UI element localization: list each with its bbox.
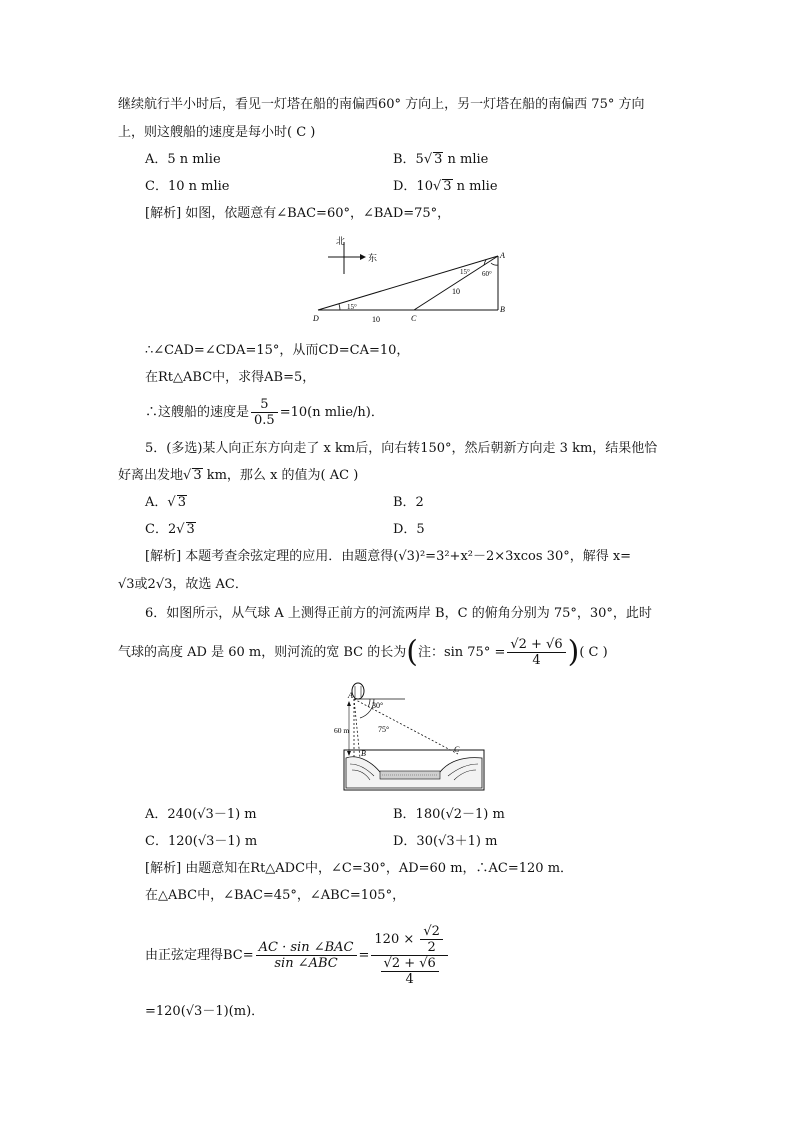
arc-d bbox=[339, 304, 340, 310]
label-east: 东 bbox=[368, 253, 378, 263]
q6-option-c: C．120(√3－1) m bbox=[145, 834, 258, 849]
q6-solution-line2: 在△ABC中，∠BAC=45°，∠ABC=105°， bbox=[145, 888, 406, 903]
q6-stem-line1: 6．如图所示，从气球 A 上测得正前方的河流两岸 B，C 的俯角分别为 75°，30°，此时 bbox=[145, 606, 652, 621]
label-C: C bbox=[454, 745, 460, 754]
angle-60-at-a: 60° bbox=[482, 270, 492, 278]
q5-stem-line2: 好离出发地√ 3 km，那么 x 的值为( AC ) bbox=[118, 468, 359, 483]
q4-figure bbox=[310, 232, 520, 327]
q4-option-d: D．10√ 3 n mlie bbox=[393, 179, 498, 194]
q4-option-b: B．5√ 3 n mlie bbox=[393, 152, 489, 167]
east-arrow-icon bbox=[360, 254, 366, 260]
q4-solution-line1: [解析] 如图，依题意有∠BAC=60°，∠BAD=75°， bbox=[145, 206, 451, 221]
label-B: B bbox=[361, 749, 366, 758]
q6-option-b: B．180(√2－1) m bbox=[393, 807, 505, 822]
arc-a2 bbox=[491, 263, 498, 265]
line-ca bbox=[414, 256, 498, 310]
angle-15-at-d: 15° bbox=[347, 303, 357, 311]
q6-figure bbox=[330, 680, 490, 795]
q5-solution-line2: √3或2√3，故选 AC． bbox=[118, 577, 248, 592]
q6-option-a: A．240(√3－1) m bbox=[145, 807, 257, 822]
sight-ab bbox=[354, 699, 360, 758]
q5-option-c: C．2√ 3 bbox=[145, 522, 195, 537]
q5-option-d: D．5 bbox=[393, 522, 425, 537]
label-height: 60 m bbox=[334, 726, 350, 735]
q5-solution-line1: [解析] 本题考查余弦定理的应用．由题意得(√3)²=3²+x²－2×3xcos 30°，解得 x= bbox=[145, 549, 632, 564]
q6-solution-line3: 由正弦定理得BC= $\frac{\text{AC · sin ∠BAC}}{\text{sin ∠ABC}}$ = 120 × $\frac{√2}{2}$ $\frac{√2 + √6}{4}$ bbox=[145, 914, 450, 998]
angle-15-at-a: 15° bbox=[460, 268, 470, 276]
label-A: A bbox=[348, 691, 353, 700]
length-dc: 10 bbox=[372, 315, 380, 324]
sight-ac bbox=[354, 699, 458, 754]
angle-30: 30° bbox=[372, 701, 384, 710]
q6-stem-line2: 气球的高度 AD 是 60 m，则河流的宽 BC 的长为(注：sin 75° = $\frac{√2 + √6}{4}$ )( C ) bbox=[118, 634, 608, 670]
q6-option-d: D．30(√3＋1) m bbox=[393, 834, 498, 849]
q6-solution-line1: [解析] 由题意知在Rt△ADC中，∠C=30°，AD=60 m，∴AC=120 m． bbox=[145, 861, 574, 876]
arrow-down-icon bbox=[347, 751, 351, 756]
q4-stem-line1: 继续航行半小时后，看见一灯塔在船的南偏西60° 方向上，另一灯塔在船的南偏西 75° 方向 bbox=[118, 97, 645, 112]
angle-75: 75° bbox=[378, 725, 390, 734]
q4-option-a: A．5 n mlie bbox=[145, 152, 221, 167]
q5-stem-line1: 5．(多选)某人向正东方向走了 x km后，向右转150°，然后朝新方向走 3 km，结果他恰 bbox=[145, 441, 658, 456]
q5-option-a: A．√ 3 bbox=[145, 495, 186, 510]
q4-solution-line4: ∴这艘船的速度是 $\frac{5}{0.5}$ =10(n mlie/h)． bbox=[145, 397, 384, 428]
q6-solution-line4: =120(√3－1)(m)． bbox=[145, 1004, 265, 1019]
length-ca: 10 bbox=[452, 287, 460, 296]
q5-option-b: B．2 bbox=[393, 495, 424, 510]
label-B: B bbox=[500, 305, 505, 314]
q4-option-c: C．10 n mlie bbox=[145, 179, 230, 194]
balloon-icon bbox=[352, 683, 364, 699]
q4-solution-line2: ∴∠CAD=∠CDA=15°，从而CD=CA=10， bbox=[145, 343, 410, 358]
label-north: 北 bbox=[336, 236, 346, 246]
line-da bbox=[318, 256, 498, 310]
label-D: D bbox=[313, 314, 319, 323]
q4-solution-line3: 在Rt△ABC中，求得AB=5， bbox=[145, 370, 316, 385]
label-A: A bbox=[500, 251, 505, 260]
label-C: C bbox=[411, 314, 417, 323]
arrow-up-icon bbox=[347, 701, 351, 706]
q4-stem-line2: 上，则这艘船的速度是每小时( C ) bbox=[118, 125, 316, 140]
